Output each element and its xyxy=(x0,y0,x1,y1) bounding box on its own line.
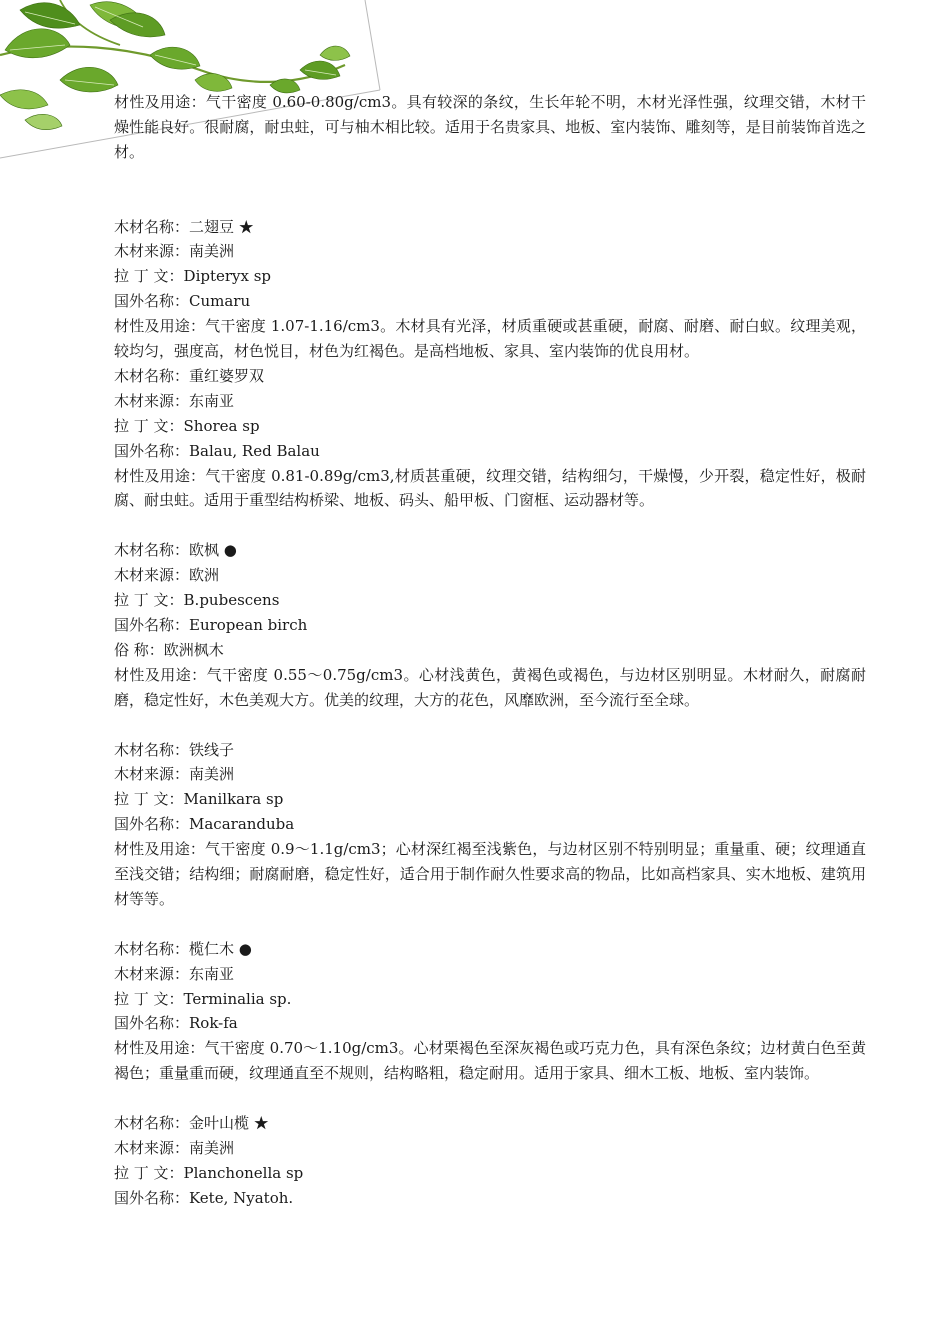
wood-foreign-name: 国外名称：Balau, Red Balau xyxy=(114,441,320,460)
wood-entry xyxy=(114,215,866,364)
wood-name: 木材名称：金叶山榄 ★ xyxy=(114,1114,269,1133)
wood-entry xyxy=(114,937,866,1086)
wood-origin: 木材来源：南美洲 xyxy=(114,242,235,261)
wood-name: 木材名称：二翅豆 ★ xyxy=(114,217,254,236)
wood-name: 木材名称：铁线子 xyxy=(114,740,235,759)
wood-name: 木材名称：重红婆罗双 xyxy=(114,366,265,385)
wood-usage: 材性及用途：气干密度 1.07-1.16/cm3。木材具有光泽，材质重硬或甚重硬，耐腐、耐磨、耐白蚁。纹理美观，较均匀，强度高，材色悦目，材色为红褐色。是高档地板、家具、室内装饰的优良用材。 xyxy=(114,317,866,361)
wood-foreign-name: 国外名称：Rok-fa xyxy=(114,1014,238,1033)
intro-usage-text: 材性及用途：气干密度 0.60-0.80g/cm3。具有较深的条纹，生长年轮不明，木材光泽性强，纹理交错，木材干燥性能良好。很耐腐，耐虫蛀，可与柚木相比较。适用于名贵家具、地板、室内装饰、雕刻等，是目前装饰首选之材。 xyxy=(114,93,866,161)
wood-latin-name: 拉 丁 文：Planchonella sp xyxy=(114,1163,304,1182)
wood-foreign-name: 国外名称：European birch xyxy=(114,616,308,634)
wood-origin: 木材来源：东南亚 xyxy=(114,391,235,410)
wood-common-name: 俗 称：欧洲枫木 xyxy=(114,640,224,659)
wood-latin-name: 拉 丁 文：Shorea sp xyxy=(114,416,260,435)
wood-foreign-name: 国外名称：Kete, Nyatoh. xyxy=(114,1188,294,1207)
wood-origin: 木材来源：欧洲 xyxy=(114,566,220,585)
wood-latin-name: 拉 丁 文：B.pubescens xyxy=(114,591,280,610)
wood-latin-name: 拉 丁 文：Terminalia sp. xyxy=(114,989,292,1008)
document-body xyxy=(114,90,866,1211)
wood-usage: 材性及用途：气干密度 0.9～1.1g/cm3；心材深红褐至浅紫色，与边材区别不特别明显；重量重、硬；纹理通直至浅交错；结构细；耐腐耐磨，稳定性好，适合用于制作耐久性要求高的物品，比如高档家具、实木地板、建筑用材等等。 xyxy=(114,840,866,908)
wood-entry xyxy=(114,738,866,912)
wood-foreign-name: 国外名称：Cumaru xyxy=(114,292,251,311)
wood-name: 木材名称：榄仁木 ● xyxy=(114,939,252,958)
wood-origin: 木材来源：南美洲 xyxy=(114,1138,235,1157)
wood-usage: 材性及用途：气干密度 0.70～1.10g/cm3。心材栗褐色至深灰褐色或巧克力色，具有深色条纹；边材黄白色至黄褐色；重量重而硬，纹理通直至不规则，结构略粗，稳定耐用。适用于家具、细木工板、地板、室内装饰。 xyxy=(114,1039,866,1083)
wood-entry xyxy=(114,364,866,513)
wood-origin: 木材来源：东南亚 xyxy=(114,964,235,983)
wood-origin: 木材来源：南美洲 xyxy=(114,765,235,784)
wood-foreign-name: 国外名称：Macaranduba xyxy=(114,815,295,834)
wood-latin-name: 拉 丁 文：Dipteryx sp xyxy=(114,267,272,286)
wood-usage: 材性及用途：气干密度 0.55～0.75g/cm3。心材浅黄色，黄褐色或褐色，与边材区别明显。木材耐久，耐腐耐磨，稳定性好，木色美观大方。优美的纹理，大方的花色，风靡欧洲，至今流行至全球。 xyxy=(114,665,866,709)
wood-entry xyxy=(114,1111,866,1211)
wood-entry xyxy=(114,538,866,712)
wood-usage: 材性及用途：气干密度 0.81-0.89g/cm3,材质甚重硬，纹理交错，结构细匀，干燥慢，少开裂，稳定性好，极耐腐、耐虫蛀。适用于重型结构桥梁、地板、码头、船甲板、门窗框、运动器材等。 xyxy=(114,466,866,510)
wood-latin-name: 拉 丁 文：Manilkara sp xyxy=(114,790,284,809)
wood-name: 木材名称：欧枫 ● xyxy=(114,541,237,560)
